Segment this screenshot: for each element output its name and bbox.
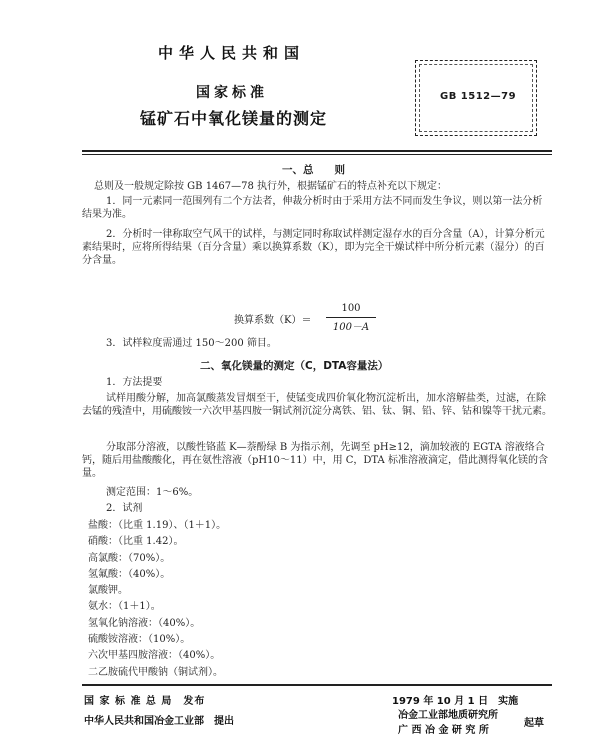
standard-code: GB 1512—79 (440, 91, 517, 102)
proposing-authority: 中华人民共和国冶金工业部 提出 (84, 716, 234, 727)
formula-denominator: 100－A (332, 322, 370, 333)
general-rule-3: 3．试样粒度需通过 150～200 筛目。 (106, 338, 277, 349)
standard-code-box (415, 60, 537, 136)
document-title: 锰矿石中氧化镁量的测定 (140, 109, 328, 128)
method-subheading-principle: 1．方法提要 (106, 377, 163, 388)
reagent-item: 氢氟酸：（40%）。 (88, 568, 171, 580)
method-titration-paragraph: 分取部分溶液，以酸性铬蓝 K—萘酚绿 B 为指示剂，先调至 pH≥12，滴加较液的 EGTA 溶液络合钙，随后用盐酸酸化，再在氨性溶液（pH10～11）中，用 C，DTA 标准溶液滴定，借此测得氧化镁的含量。 (82, 442, 548, 479)
header-rule-thin (82, 154, 552, 155)
formula-label: 换算系数（K）＝ (234, 315, 312, 326)
reagent-item: 氯酸钾。 (88, 585, 128, 597)
reagent-item: 六次甲基四胺溶液：（40%）。 (88, 650, 221, 662)
method-range: 测定范围：1～6%。 (106, 487, 199, 498)
method-principle-paragraph: 试样用酸分解，加高氯酸蒸发冒烟至干，使锰变成四价氧化物沉淀析出，加水溶解盐类，过滤，在除去锰的残渣中，用硫酸铵一六次甲基四胺一铜试剂沉淀分离铁、铝、钛、铜、铅、锌、钴和镍等干扰元素。 (82, 393, 552, 417)
reagent-list (88, 518, 226, 681)
conversion-formula (234, 305, 394, 331)
drafting-organization-1: 冶金工业部地质研究所 (398, 710, 498, 721)
reagent-item: 氢氧化钠溶液：（40%）。 (88, 617, 201, 629)
section-heading-method: 二、氧化镁量的测定（C，DTA容量法） (200, 360, 389, 372)
footer-rule (82, 684, 552, 686)
drafted-label: 起草 (524, 718, 544, 729)
reagent-item: 硝酸：（比重 1.42）。 (88, 536, 184, 548)
general-intro: 总则及一般规定除按 GB 1467—78 执行外，根据锰矿石的特点补充以下规定： (94, 181, 448, 192)
reagent-item: 氨水：（1＋1）。 (88, 601, 161, 613)
standard-type: 国家标准 (196, 85, 268, 101)
country-name: 中华人民共和国 (158, 44, 306, 62)
general-rule-1: 1．同一元素同一范围列有二个方法者，伸裁分析时由于采用方法不同而发生争议，则以第一法分析结果为准。 (82, 196, 543, 220)
method-subheading-reagents: 2．试剂 (106, 503, 143, 514)
reagent-item: 硫酸铵溶液：（10%）。 (88, 634, 191, 646)
issuing-authority: 国 家 标 准 总 局 发布 (84, 696, 206, 707)
reagent-item: 二乙胺硫代甲酸钠（铜试剂）。 (88, 666, 223, 678)
implementation-date: 1979 年 10 月 1 日 实施 (392, 696, 519, 707)
reagent-item: 高氯酸：（70%）。 (88, 552, 171, 564)
reagent-item: 盐酸：（比重 1.19）、（1＋1）。 (88, 520, 227, 531)
general-rule-2: 2．分析时一律称取空气风干的试样，与测定同时称取试样测定湿存水的百分含量（A），计算分析元素结果时，应将所得结果（百分含量）乘以换算系数（K），即为完全干燥试样中所分析元素（湿分）的百分含量。 (82, 229, 545, 266)
header-rule (82, 150, 552, 152)
formula-numerator: 100 (341, 303, 361, 314)
drafting-organization-2: 广 西 冶 金 研 究 所 (398, 725, 489, 736)
section-heading-general: 一、总 则 (282, 164, 345, 176)
